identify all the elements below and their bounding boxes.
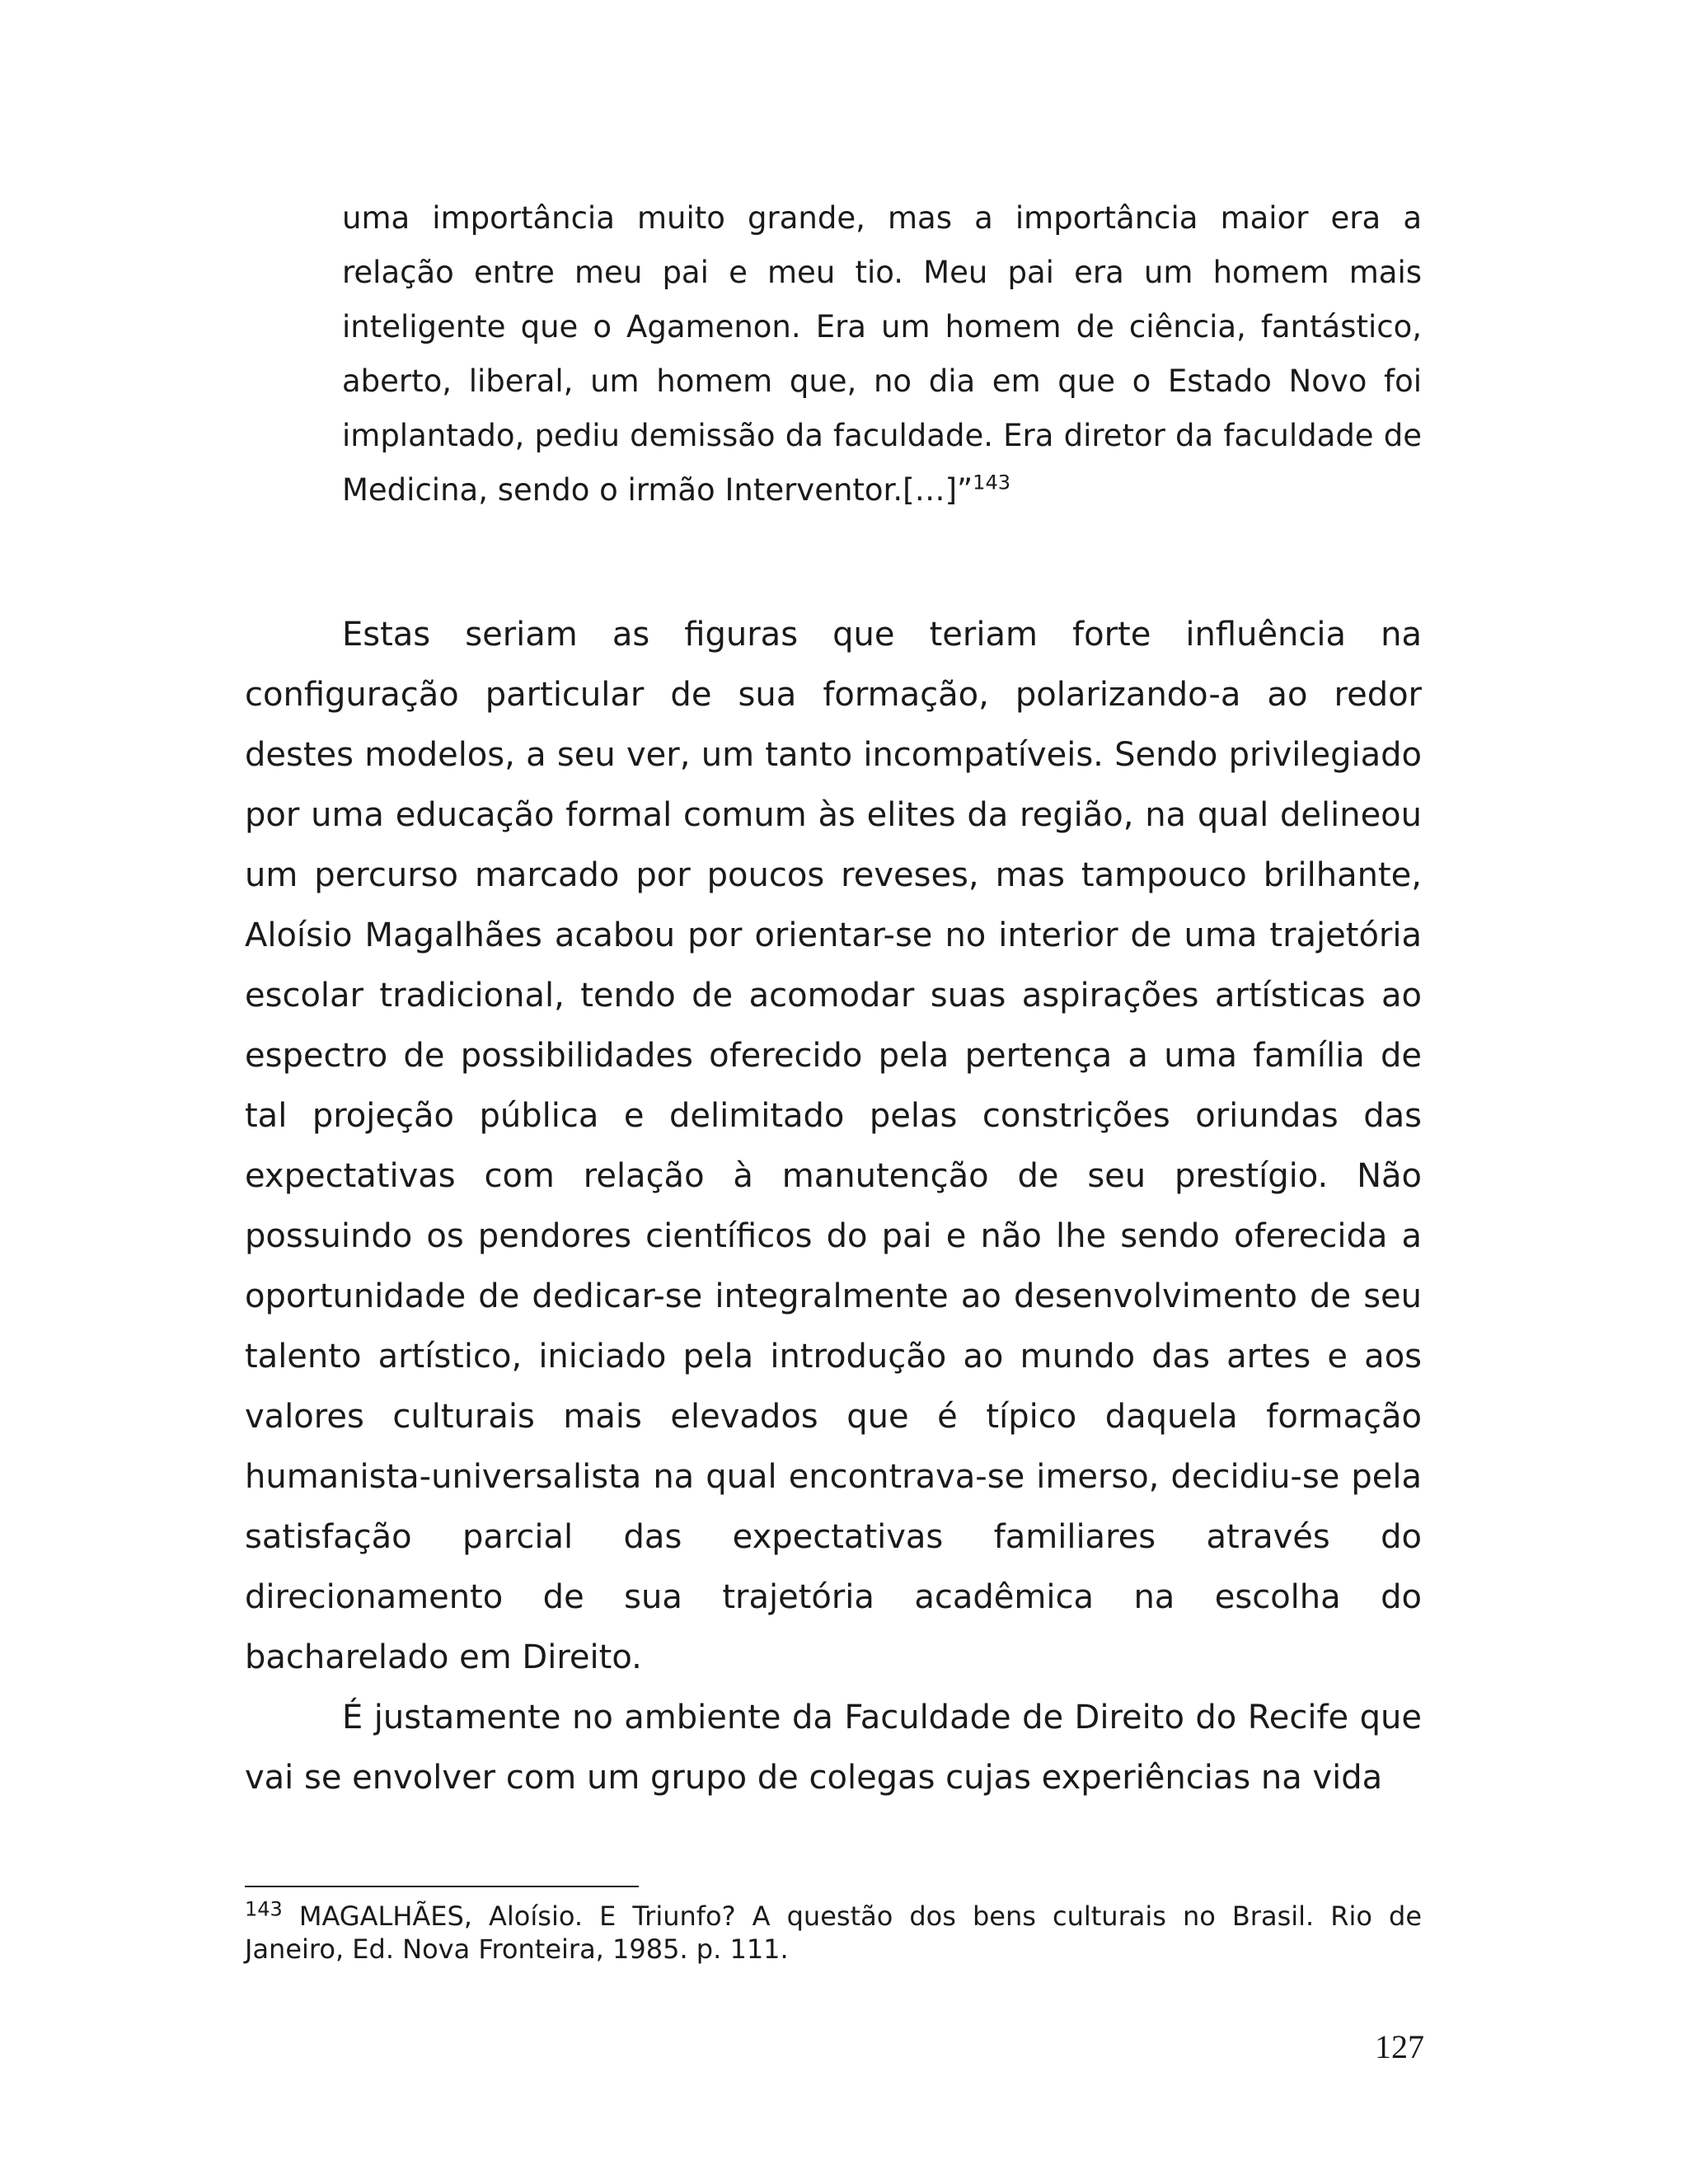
footnote-text: MAGALHÃES, Aloísio. E Triunfo? A questão dos bens culturais no Brasil. Rio de Janeiro, Ed. Nova Fronteira, 1985. p. 111. <box>245 1900 1422 1965</box>
quote-text: uma importância muito grande, mas a importância maior era a relação entre meu pai e meu tio. Meu pai era um homem mais inteligente que o Agamenon. Era um homem de ciência, fantástico, aberto, liberal, um homem que, no dia em que o Estado Novo foi implantado, pediu demissão da faculdade. Era diretor da faculdade de Medicina, sendo o irmão Interventor.[…]” <box>342 200 1422 508</box>
footnote-number: 143 <box>245 1897 283 1921</box>
body-text <box>245 605 1422 1808</box>
paragraph: Estas seriam as figuras que teriam forte influência na configuração particular de sua formação, polarizando-a ao redor destes modelos, a seu ver, um tanto incompatíveis. Sendo privilegiado por uma educação formal comum às elites da região, na qual delineou um percurso marcado por poucos reveses, mas tampouco brilhante, Aloísio Magalhães acabou por orientar-se no interior de uma trajetória escolar tradicional, tendo de acomodar suas aspirações artísticas ao espectro de possibilidades oferecido pela pertença a uma família de tal projeção pública e delimitado pelas constrições oriundas das expectativas com relação à manutenção de seu prestígio. Não possuindo os pendores científicos do pai e não lhe sendo oferecida a oportunidade de dedicar-se integralmente ao desenvolvimento de seu talento artístico, iniciado pela introdução ao mundo das artes e aos valores culturais mais elevados que é típico daquela formação humanista-universalista na qual encontrava-se imerso, decidiu-se pela satisfação parcial das expectativas familiares através do direcionamento de sua trajetória acadêmica na escolha do bacharelado em Direito. <box>245 616 1422 1676</box>
block-quote <box>342 191 1422 518</box>
footnote-separator <box>245 1886 639 1887</box>
footnote <box>245 1897 1422 1966</box>
page-number: 127 <box>1375 2028 1424 2065</box>
footnote-reference[interactable]: 143 <box>973 471 1010 494</box>
paragraph: É justamente no ambiente da Faculdade de Direito do Recife que vai se envolver com um grupo de colegas cujas experiências na vida <box>245 1699 1422 1797</box>
